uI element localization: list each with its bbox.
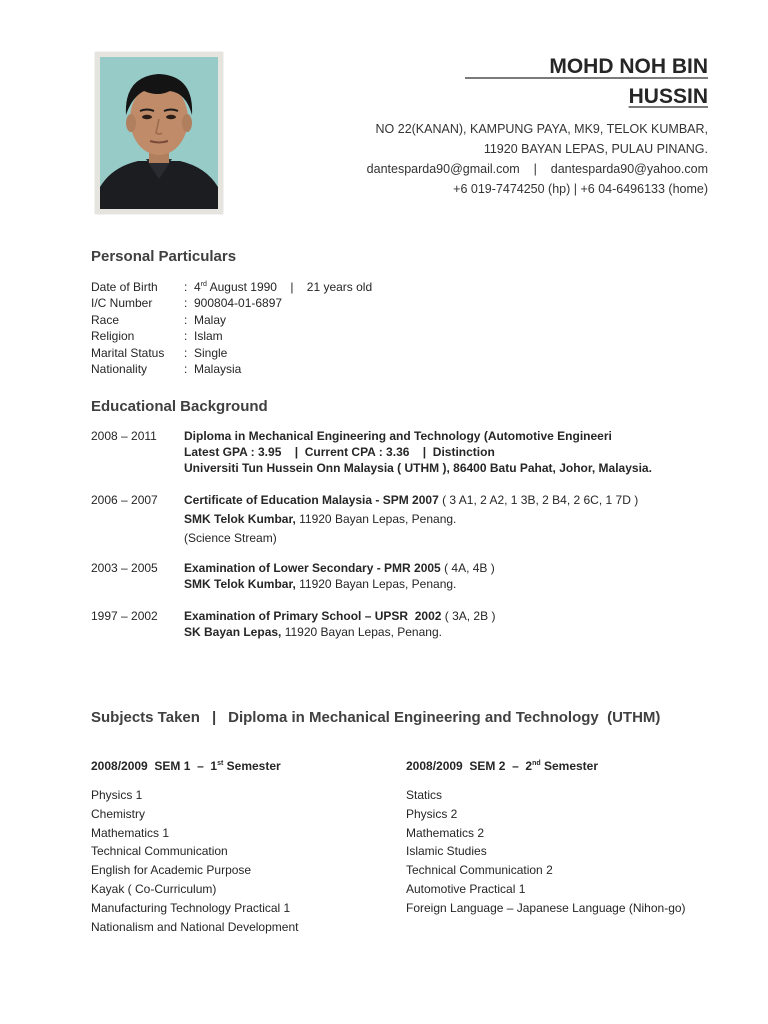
ic-value: 900804-01-6897 [194,296,283,311]
dob-label: Date of Birth [91,280,158,294]
education-school-line [184,576,495,592]
dob-rest: August 1990 | 21 years old [209,280,373,294]
education-location: 86400 Batu Pahat, Johor, Malaysia. [449,461,652,475]
education-details [184,492,638,546]
race-label: Race [91,312,120,327]
subject-item: Foreign Language – Japanese Language (Nihon-go) [406,900,686,915]
sem1-suffix: Semester [223,759,281,773]
subject-item: Nationalism and National Development [91,919,299,934]
colon: : [184,362,188,377]
pp-row-marital [91,345,372,361]
sem1-sup: st [217,760,224,767]
colon: : [184,312,188,327]
subject-item: English for Academic Purpose [91,863,252,878]
dob-day: 4 [194,280,201,294]
profile-photo [95,52,223,214]
education-qualification: Examination of Lower Secondary - PMR 2005 [184,561,441,575]
education-years: 2003 – 2005 [91,561,158,575]
education-qualification-line [184,608,495,624]
education-details [184,560,495,592]
marital-value: Single [194,345,228,360]
subject-item: Statics [406,788,443,802]
subjects-title-left: Subjects Taken [91,709,200,726]
address-line-2: 11920 BAYAN LEPAS, PULAU PINANG. [483,142,708,156]
education-qualification: Diploma in Mechanical Engineering and Technology (Automotive Engineeri [184,429,612,443]
education-years: 2006 – 2007 [91,493,158,507]
subject-item: Technical Communication [91,844,228,859]
pp-row-religion [91,328,372,344]
name-line-1: MOHD NOH BIN [549,55,708,78]
colon: : [184,280,188,294]
education-school-line [184,624,495,640]
semester-1-subject-list [91,786,298,936]
pp-row-race [91,312,372,328]
nationality-label: Nationality [91,362,148,377]
phone-line: +6 019-7474250 (hp) | +6 04-6496133 (home) [453,182,708,196]
marital-label: Marital Status [91,345,165,360]
religion-value: Islam [194,329,223,344]
subjects-title-separator: | [211,709,217,726]
subject-item: Physics 1 [91,788,143,802]
section-title-subjects [91,709,660,726]
education-result: ( 4A, 4B ) [440,561,495,575]
education-years: 1997 – 2002 [91,609,158,623]
religion-label: Religion [91,329,135,344]
dob-value [194,279,372,295]
pp-row-ic [91,295,372,311]
education-stream: (Science Stream) [184,531,277,545]
colon: : [184,296,188,311]
subject-item: Mathematics 1 [91,825,170,840]
education-qualification: Certificate of Education Malaysia - SPM 2007 [184,493,439,507]
education-school-line [184,511,638,527]
section-title-education: Educational Background [91,398,268,415]
education-school: SMK Telok Kumbar, [184,577,296,591]
subject-item: Technical Communication 2 [406,863,553,878]
subject-item: Automotive Practical 1 [406,881,526,896]
email-line: dantesparda90@gmail.com | dantesparda90@yahoo.com [366,162,708,176]
education-details [184,608,495,640]
education-qualification-line [184,560,495,576]
sem1-prefix: 2008/2009 SEM 1 – 1 [91,759,218,773]
education-school-line [184,460,652,476]
education-grades: Latest GPA : 3.95 | Current CPA : 3.36 | Distinction [184,445,495,459]
education-location: 11920 Bayan Lepas, Penang. [281,625,442,639]
education-school: SK Bayan Lepas, [184,625,282,639]
pp-row-dob [91,279,372,295]
ic-label: I/C Number [91,296,153,311]
section-title-personal: Personal Particulars [91,248,237,265]
sem2-suffix: Semester [540,759,599,773]
race-value: Malay [194,312,227,327]
education-qualification: Examination of Primary School – UPSR 2002 [184,609,442,623]
portrait-image [100,57,218,209]
education-years: 2008 – 2011 [91,429,157,443]
colon: : [184,345,188,360]
name-line-2-text: HUSSIN [628,85,708,108]
address-line-1: NO 22(KANAN), KAMPUNG PAYA, MK9, TELOK KUMBAR, [375,122,708,136]
education-result: ( 3A, 2B ) [441,609,496,623]
semester-1-heading [91,759,281,773]
subject-item: Islamic Studies [406,844,487,859]
dob-suffix: rd [200,281,207,288]
name-line-2 [629,85,708,109]
subjects-title-right: Diploma in Mechanical Engineering and Technology (UTHM) [228,709,661,726]
education-location: 11920 Bayan Lepas, Penang. [295,512,457,526]
sem2-sup: nd [532,760,541,767]
semester-2-subject-list [406,786,686,918]
education-location: 11920 Bayan Lepas, Penang. [295,577,457,591]
subject-item: Manufacturing Technology Practical 1 [91,900,291,915]
subject-item: Kayak ( Co-Curriculum) [91,881,217,896]
semester-2-heading [406,759,598,773]
pp-row-nationality [91,361,372,377]
personal-particulars-table [91,279,372,377]
subject-item: Chemistry [91,806,146,821]
education-details [184,428,652,476]
sem2-prefix: 2008/2009 SEM 2 – 2 [406,759,533,773]
nationality-value: Malaysia [194,362,242,377]
education-school: SMK Telok Kumbar, [184,512,296,526]
education-result: ( 3 A1, 2 A2, 1 3B, 2 B4, 2 6C, 1 7D ) [438,493,639,507]
education-qualification-line [184,492,638,508]
subject-item: Mathematics 2 [406,825,485,840]
education-school: Universiti Tun Hussein Onn Malaysia ( UTHM ), [184,461,450,475]
subject-item: Physics 2 [406,806,458,821]
colon: : [184,329,188,344]
